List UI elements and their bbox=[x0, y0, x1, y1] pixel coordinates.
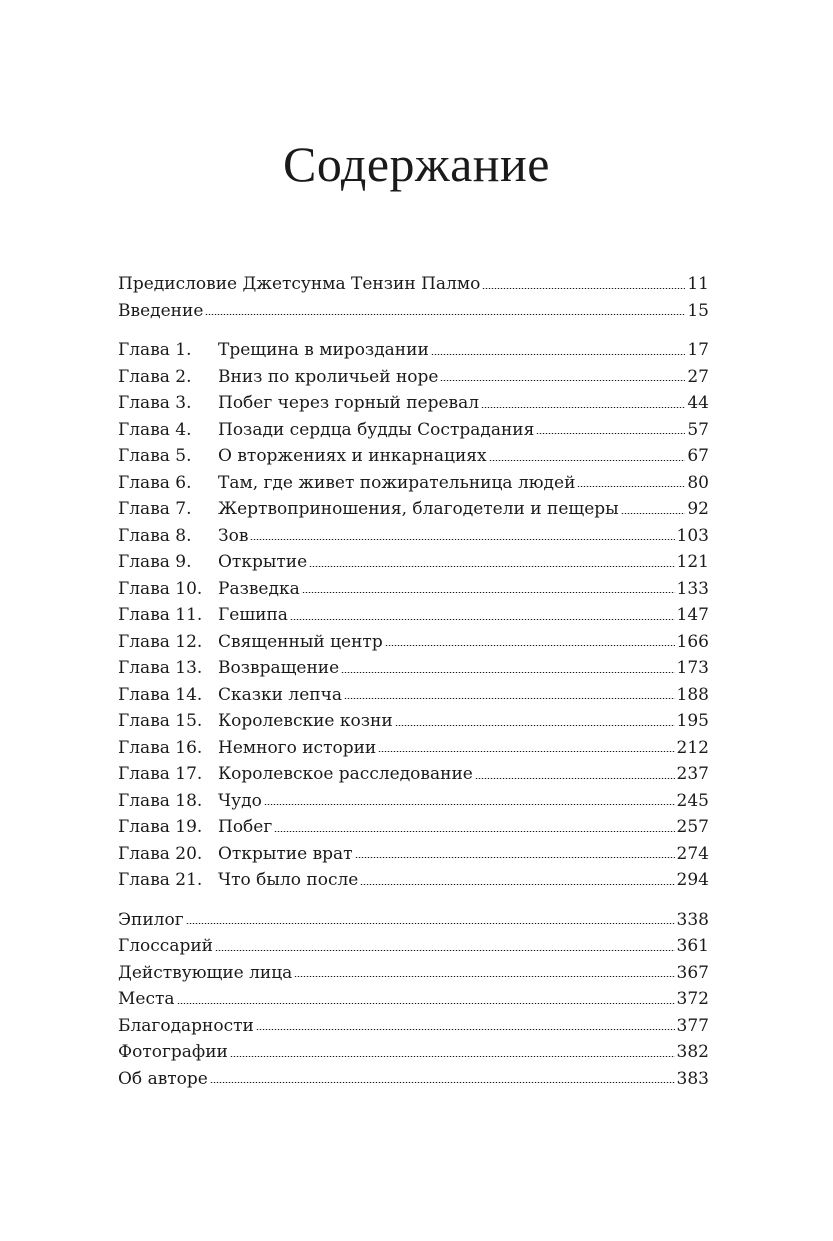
dot-leader bbox=[475, 778, 675, 779]
toc-entry bbox=[118, 523, 709, 550]
toc-entry bbox=[118, 986, 709, 1013]
dot-leader bbox=[440, 380, 685, 381]
chapter-number: Глава 21. bbox=[118, 870, 203, 890]
entry-title: Предисловие Джетсунма Тензин Палмо bbox=[118, 274, 481, 294]
entry-title: Возвращение bbox=[218, 658, 340, 678]
chapter-number: Глава 6. bbox=[118, 472, 192, 493]
chapter-number: Глава 14. bbox=[118, 684, 203, 705]
entry-title: Священный центр bbox=[218, 631, 383, 652]
entry-title: Эпилог bbox=[118, 909, 184, 930]
toc-entry bbox=[118, 1066, 709, 1093]
page-number: 92 bbox=[687, 499, 709, 519]
page-number: 377 bbox=[676, 1015, 709, 1036]
dot-leader bbox=[177, 1003, 675, 1004]
toc-entry bbox=[118, 960, 709, 987]
chapter-number: Глава 11. bbox=[118, 605, 203, 625]
toc-entry bbox=[118, 1013, 709, 1040]
entry-title: Вниз по кроличьей норе bbox=[218, 366, 439, 387]
toc-entry bbox=[118, 655, 709, 682]
page-number: 382 bbox=[676, 1042, 709, 1062]
entry-title: Об авторе bbox=[118, 1068, 208, 1089]
page-number: 57 bbox=[687, 419, 709, 440]
dot-leader bbox=[482, 288, 685, 289]
entry-title: Глоссарий bbox=[118, 936, 214, 956]
dot-leader bbox=[431, 354, 686, 355]
chapter-number: Глава 10. bbox=[118, 578, 203, 599]
entry-title: Побег bbox=[218, 817, 273, 837]
page-number: 147 bbox=[676, 605, 709, 625]
page-number: 367 bbox=[676, 962, 709, 983]
entry-title: О вторжениях и инкарнациях bbox=[218, 446, 487, 466]
page-number: 133 bbox=[676, 578, 709, 599]
page-number: 361 bbox=[676, 936, 709, 956]
dot-leader bbox=[621, 513, 686, 514]
toc-entry bbox=[118, 364, 709, 391]
page-number: 245 bbox=[676, 790, 709, 811]
entry-title: Фотографии bbox=[118, 1042, 228, 1062]
page-number: 15 bbox=[687, 300, 709, 321]
page-number: 195 bbox=[676, 711, 709, 731]
entry-title: Действующие лица bbox=[118, 962, 293, 983]
toc-entry bbox=[118, 298, 709, 325]
toc-entry bbox=[118, 390, 709, 417]
page-number: 237 bbox=[676, 764, 709, 784]
page-number: 257 bbox=[676, 817, 709, 837]
dot-leader bbox=[264, 804, 675, 805]
toc-entry bbox=[118, 814, 709, 841]
entry-title: Жертвоприношения, благодетели и пещеры bbox=[218, 499, 619, 519]
chapter-number: Глава 15. bbox=[118, 711, 203, 731]
chapter-number: Глава 20. bbox=[118, 843, 203, 864]
entry-title: Места bbox=[118, 989, 175, 1009]
dot-leader bbox=[274, 831, 674, 832]
entry-title: Немного истории bbox=[218, 737, 377, 758]
page-number: 294 bbox=[676, 870, 709, 890]
entry-title: Побег через горный перевал bbox=[218, 393, 480, 413]
dot-leader bbox=[344, 698, 675, 699]
dot-leader bbox=[360, 884, 674, 885]
chapter-number: Глава 9. bbox=[118, 552, 192, 572]
dot-leader bbox=[378, 751, 674, 752]
toc-entry bbox=[118, 549, 709, 576]
dot-leader bbox=[186, 923, 675, 924]
dot-leader bbox=[395, 725, 675, 726]
entry-title: Открытие врат bbox=[218, 843, 353, 864]
chapter-number: Глава 5. bbox=[118, 446, 192, 466]
dot-leader bbox=[230, 1056, 675, 1057]
toc-entry bbox=[118, 271, 709, 298]
toc-entry bbox=[118, 867, 709, 894]
toc-entry bbox=[118, 761, 709, 788]
toc-entry bbox=[118, 576, 709, 603]
toc-entry bbox=[118, 629, 709, 656]
chapter-number: Глава 1. bbox=[118, 340, 192, 360]
page-number: 44 bbox=[687, 393, 709, 413]
toc-entry bbox=[118, 735, 709, 762]
page-number: 67 bbox=[687, 446, 709, 466]
dot-leader bbox=[294, 976, 674, 977]
toc-entry bbox=[118, 417, 709, 444]
toc-chapters-section bbox=[118, 337, 709, 894]
toc-front-section bbox=[118, 271, 709, 324]
toc-entry bbox=[118, 337, 709, 364]
dot-leader bbox=[341, 672, 674, 673]
entry-title: Сказки лепча bbox=[218, 684, 342, 705]
dot-leader bbox=[577, 486, 685, 487]
page-number: 372 bbox=[676, 989, 709, 1009]
chapter-number: Глава 8. bbox=[118, 525, 192, 546]
toc-entry bbox=[118, 708, 709, 735]
entry-title: Позади сердца будды Сострадания bbox=[218, 419, 535, 440]
entry-title: Королевские козни bbox=[218, 711, 393, 731]
entry-title: Разведка bbox=[218, 578, 300, 599]
chapter-number: Глава 12. bbox=[118, 631, 203, 652]
dot-leader bbox=[481, 407, 685, 408]
page-number: 17 bbox=[687, 340, 709, 360]
dot-leader bbox=[355, 857, 675, 858]
chapter-number: Глава 16. bbox=[118, 737, 203, 758]
toc-entry bbox=[118, 933, 709, 960]
toc-entry bbox=[118, 907, 709, 934]
toc-entry bbox=[118, 1039, 709, 1066]
entry-title: Зов bbox=[218, 525, 249, 546]
entry-title: Чудо bbox=[218, 790, 262, 811]
page-number: 166 bbox=[676, 631, 709, 652]
entry-title: Трещина в мироздании bbox=[218, 340, 429, 360]
toc-entry bbox=[118, 602, 709, 629]
toc-back-section bbox=[118, 907, 709, 1093]
entry-title: Королевское расследование bbox=[218, 764, 473, 784]
chapter-number: Глава 17. bbox=[118, 764, 203, 784]
entry-title: Введение bbox=[118, 300, 204, 321]
chapter-number: Глава 7. bbox=[118, 499, 192, 519]
entry-title: Гешипа bbox=[218, 605, 288, 625]
dot-leader bbox=[210, 1082, 675, 1083]
section-gap bbox=[118, 324, 709, 337]
dot-leader bbox=[250, 539, 674, 540]
dot-leader bbox=[290, 619, 675, 620]
entry-title: Что было после bbox=[218, 870, 359, 890]
dot-leader bbox=[256, 1029, 675, 1030]
chapter-number: Глава 19. bbox=[118, 817, 203, 837]
page-number: 27 bbox=[687, 366, 709, 387]
entry-title: Там, где живет пожирательница людей bbox=[218, 472, 576, 493]
page-title: Содержание bbox=[283, 136, 550, 192]
entry-title: Благодарности bbox=[118, 1015, 254, 1036]
chapter-number: Глава 2. bbox=[118, 366, 192, 387]
section-gap bbox=[118, 894, 709, 907]
toc-entry bbox=[118, 496, 709, 523]
page-number: 338 bbox=[676, 909, 709, 930]
chapter-number: Глава 3. bbox=[118, 393, 192, 413]
page-number: 212 bbox=[676, 737, 709, 758]
toc-entry bbox=[118, 443, 709, 470]
dot-leader bbox=[385, 645, 675, 646]
page-number: 11 bbox=[687, 274, 709, 294]
toc-entry bbox=[118, 470, 709, 497]
page-number: 188 bbox=[676, 684, 709, 705]
dot-leader bbox=[309, 566, 674, 567]
page-number: 80 bbox=[687, 472, 709, 493]
dot-leader bbox=[215, 950, 675, 951]
page-number: 103 bbox=[676, 525, 709, 546]
dot-leader bbox=[205, 314, 685, 315]
dot-leader bbox=[302, 592, 675, 593]
chapter-number: Глава 18. bbox=[118, 790, 203, 811]
page-number: 274 bbox=[676, 843, 709, 864]
toc-entry bbox=[118, 682, 709, 709]
entry-title: Открытие bbox=[218, 552, 308, 572]
dot-leader bbox=[489, 460, 686, 461]
toc-entry bbox=[118, 841, 709, 868]
dot-leader bbox=[536, 433, 685, 434]
toc-entry bbox=[118, 788, 709, 815]
chapter-number: Глава 4. bbox=[118, 419, 192, 440]
page-number: 121 bbox=[676, 552, 709, 572]
page-number: 173 bbox=[676, 658, 709, 678]
chapter-number: Глава 13. bbox=[118, 658, 203, 678]
page-number: 383 bbox=[676, 1068, 709, 1089]
table-of-contents bbox=[118, 271, 709, 1092]
